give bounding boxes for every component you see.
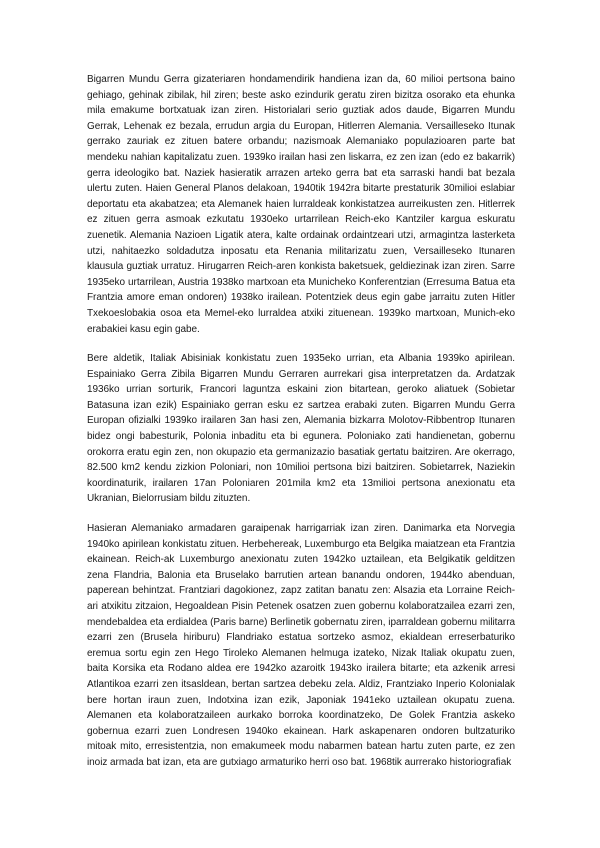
paragraph-ww2-overview: Bigarren Mundu Gerra gizateriaren hondamendirik handiena izan da, 60 milioi pertsona baino gehiago, gehinak zibilak, hil ziren; beste asko ezindurik geratu ziren bizitza osorako eta ehunka mila emakume bortxatuak izan ziren. Historialari serio guztiak ados daude, Bigarren Mundu Gerrak, Lehenak ez bezala, errudun argia du Europan, Hitlerren Alemania. Versailleseko Itunak gerrako zauriak ez zituen batere orbandu; nazismoak Alemaniako populazioaren parte bat mendeku nahian kapitalizatu zuen. 1939ko irailan hasi zen liskarra, ez zen izan (edo ez bakarrik) gerra ideologiko bat. Naziek hasieratik arrazen arteko gerra bat eta sarraski handi bat bezala ulertu zuten. Haien General Planos delakoan, 1940tik 1942ra bitarte prestaturik 30milioi eslabiar deportatu eta akabatzea; eta Alemanek haien lurraldeak konkistatzea aurreikusten zen. Hitlerrek ez zituen gerra asmoak ezkutatu 1930eko urtarrilean Reich-eko Kantziler kargua eskuratu zuenetik. Alemania Nazioen Ligatik atera, kalte ordainak ordaintzeari utzi, armagintza lasterketa utzi, nahitaezko soldadutza inposatu eta Renania militarizatu zuen, Versailleseko Itunaren klausula guztiak urratuz. Hirugarren Reich-aren konkista baketsuek, geldiezinak izan ziren. Sarre 1935eko urtarrilean, Austria 1938ko martxoan eta Municheko Konferentzian (Erresuma Batua eta Frantzia amore eman ondoren) 1938ko irailean. Potentziek deus egin gabe jarraitu zuten Hitler Txekoeslobakia osoa eta Memel-eko lurraldea atxiki zituenean. 1939ko martxoan, Munich-eko erabakiei kasu egin gabe. — [87, 74, 515, 335]
paragraph-italy-spain-poland: Bere aldetik, Italiak Abisiniak konkistatu zuen 1935eko urrian, eta Albania 1939ko apirilean. Espainiako Gerra Zibila Bigarren Mundu Gerraren aurrekari gisa interpretatzen da. Ardatzak 1936ko urrian sorturik, Francori laguntza eskaini zion bitartean, geroko aliatuek (Sobietar Batasuna izan ezik) Espainiako gerran esku ez sartzea erabaki zuten. Bigarren Mundu Gerra Europan ofizialki 1939ko irailaren 3an hasi zen, Alemania bizkarra Molotov-Ribbentrop Itunaren bidez ongi babesturik, Polonia inbaditu eta bi egunera. Poloniako zati handienetan, gobernu orokorra eratu egin zen, non okupazio eta germanizazio basatiak gertatu baitziren. Are okerrago, 82.500 km2 kendu zizkion Poloniari, non 10milioi pertsona bizi baitziren. Sobietarrek, Naziekin koordinaturik, irailaren 17an Poloniaren 201mila km2 eta 13milioi pertsona anexionatu eta Ukranian, Bielorrusiam bildu zituzten. — [87, 353, 515, 505]
paragraph-german-victories: Hasieran Alemaniako armadaren garaipenak harrigarriak izan ziren. Danimarka eta Norvegia 1940ko apirilean konkistatu zituen. Herbehereak, Luxemburgo eta Belgika maiatzean eta Frantzia ekainean. Reich-ak Luxemburgo anexionatu zuten 1942ko uztailean, eta Belgikatik gelditzen zena Flandria, Balonia eta Bruselako barrutien artean banandu ondoren, 1944ko abenduan, paperean behintzat. Frantziari dagokionez, zapz zatitan banatu zen: Alsazia eta Lorraine Reich-ari atxikitu zitzaion, Hegoaldean Pisin Petenek osatzen zuen gobernu kolaboratzailea ezarri zen, mendebaldea eta erdialdea (Paris barne) Berlinetik gobernatu ziren, iparraldean gobernu militarra ezarri zen (Brusela hiriburu) Flandriako estatua sortzeko asmoz, ekialdean erreserbaturiko eremua sortu egin zen Hego Tiroleko Alemanen helmuga izateko, Nizak Italiak okupatu zuen, baita Korsika eta Rodano aldea ere 1942ko azaroitk 1943ko irailera bitarte; eta azkenik arresi Atlantikoa ezarri zen itsasldean, bertan sartzea debeku zela. Aldiz, Frantziako Inperio Kolonialak bere hortan iraun zuen, Indotxina izan ezik, Japoniak 1941eko uztailean okupatu zuena. Alemanen eta kolaboratzaileen aurkako borroka koordinatzeko, De Golek Frantzia askeko gobernua ezarri zuen Londresen 1940ko ekainean. Hark askapenaren ondoren bultzaturiko mitoak mito, erresistentzia, non emakumeek modu nabarmen batean hartu zuten parte, ez zen inoiz armada bat izan, eta are gutxiago armaturiko herri oso bat. 1968tik aurrerako historiografiak — [87, 523, 515, 768]
